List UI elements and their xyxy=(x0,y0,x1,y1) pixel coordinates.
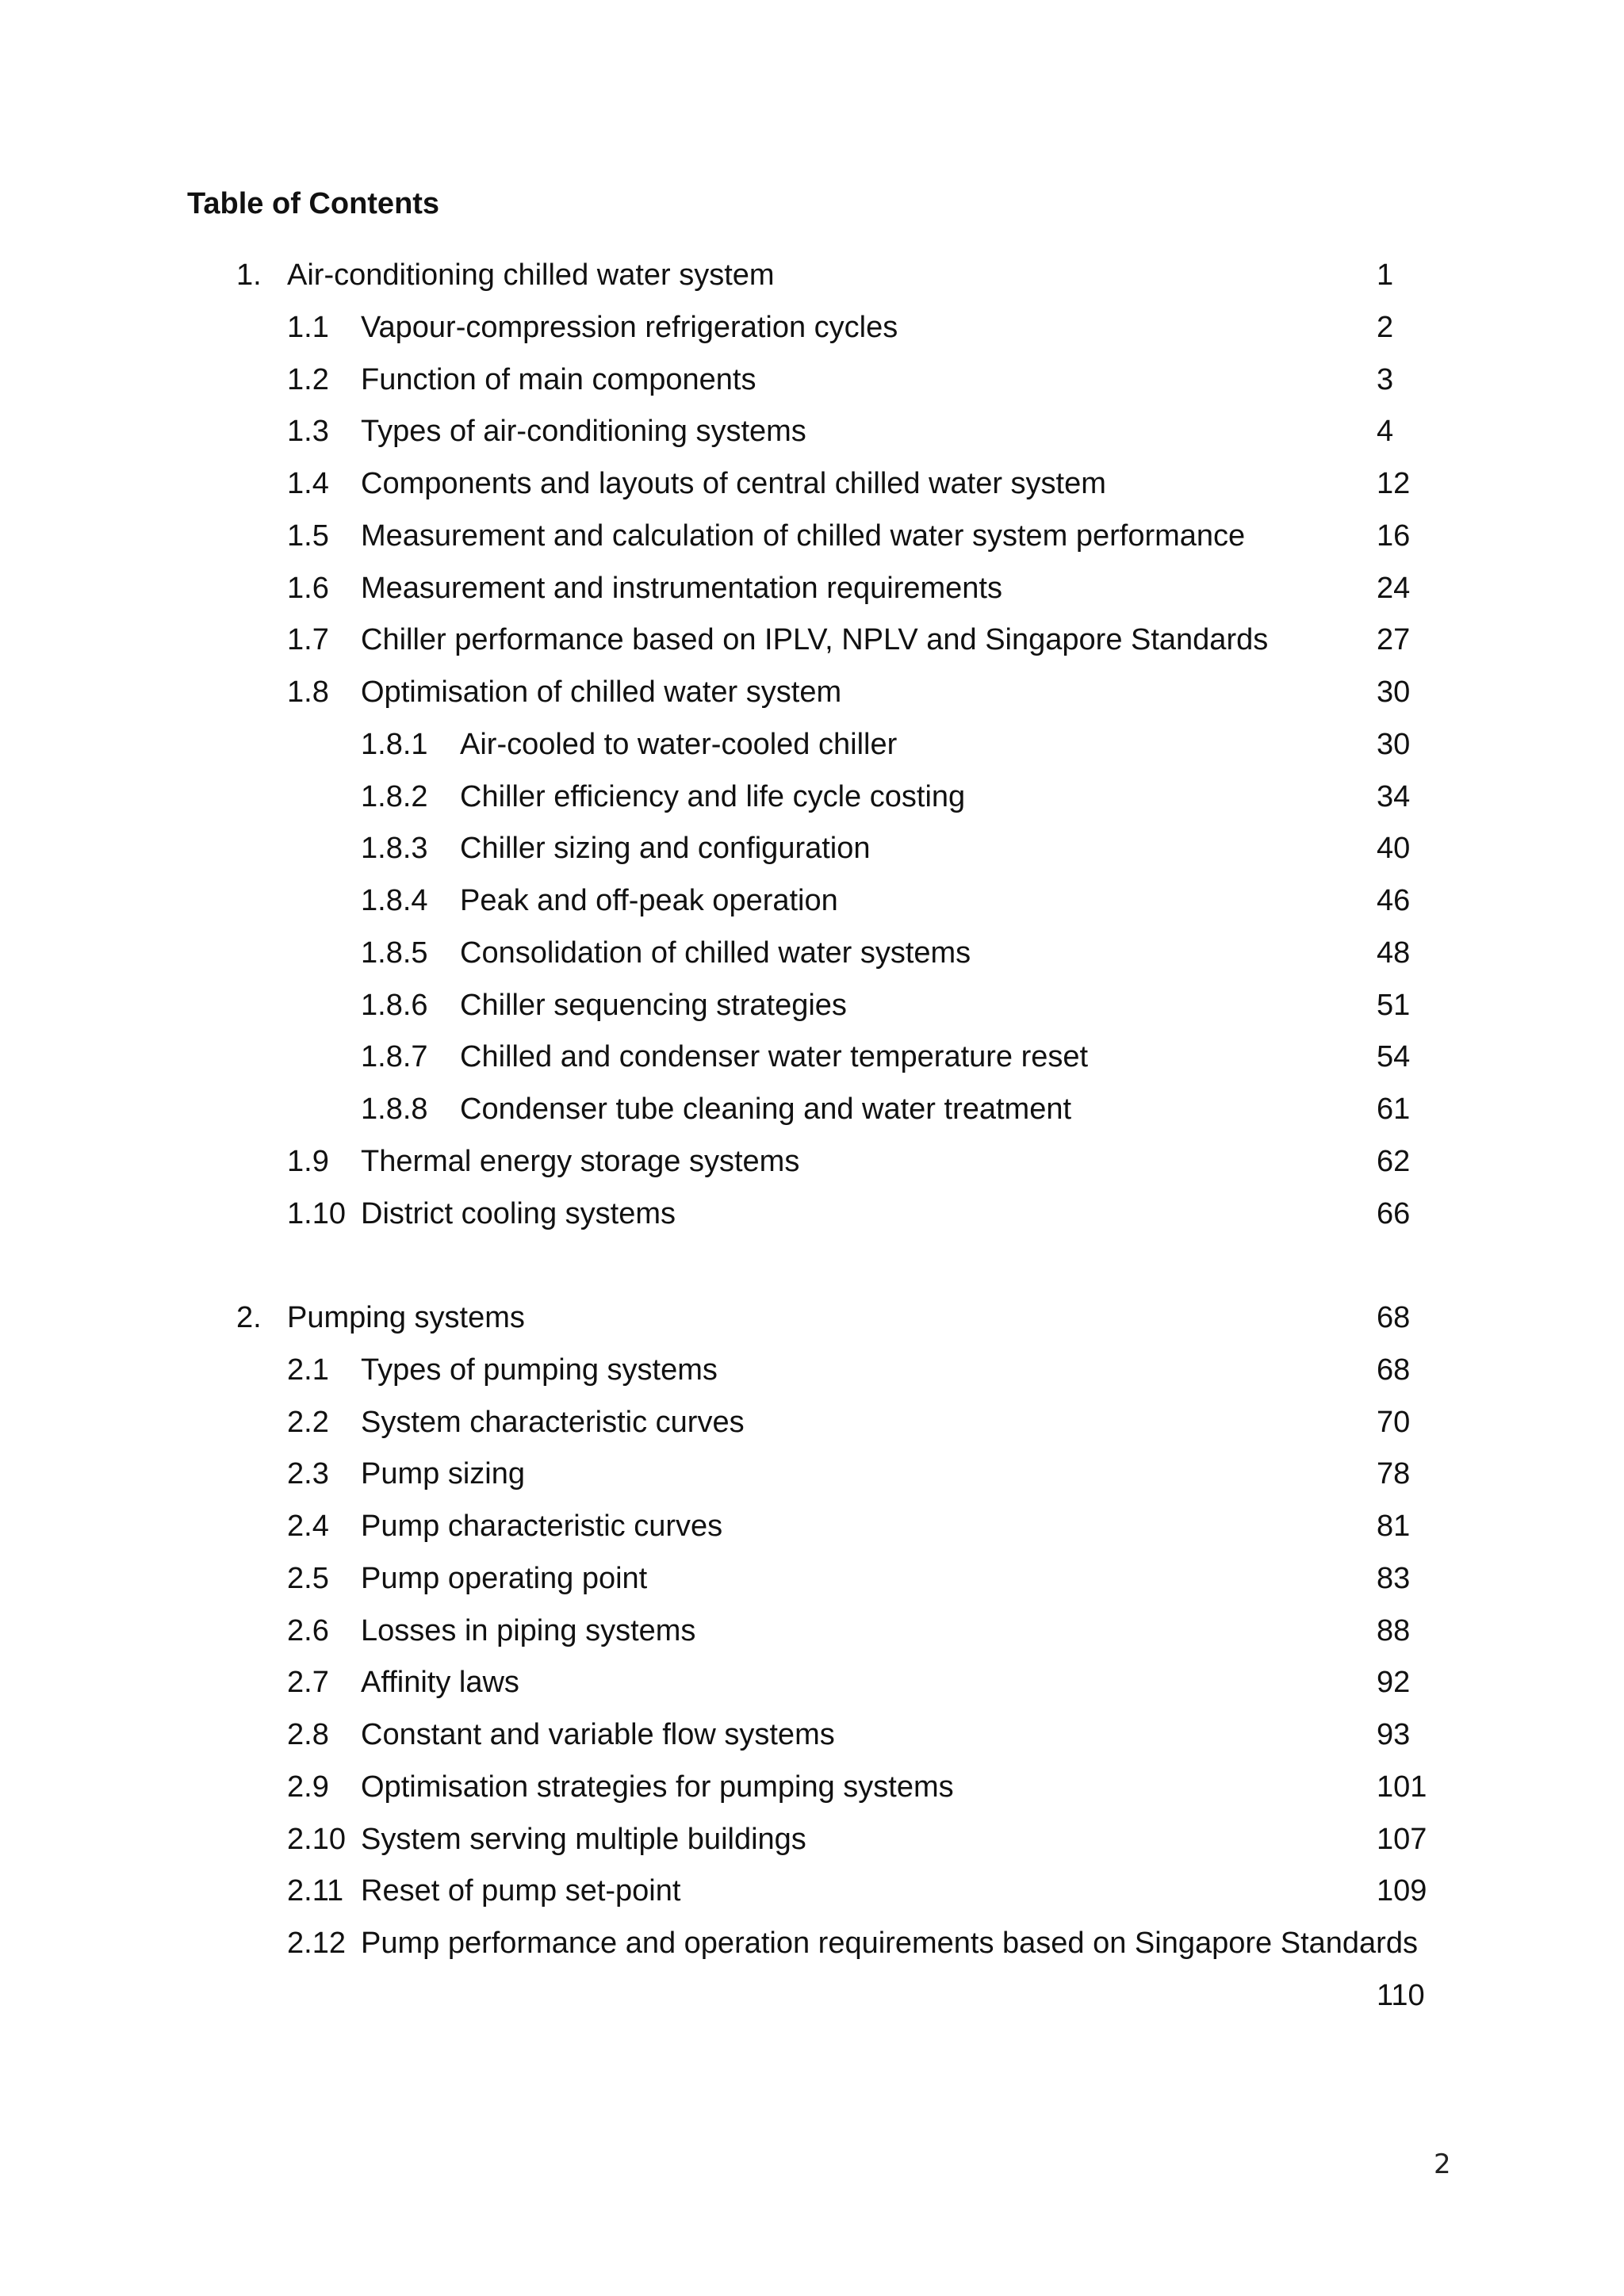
toc-entry-number: 1. xyxy=(236,258,262,292)
toc-entry-number: 1.8.5 xyxy=(361,936,428,970)
toc-entry-number: 1.8.8 xyxy=(361,1093,428,1126)
toc-entry xyxy=(0,929,1624,977)
toc-entry xyxy=(0,1816,1624,1863)
toc-entry-number: 2.6 xyxy=(287,1614,329,1647)
toc-entry xyxy=(0,1607,1624,1655)
toc-entry-title: Chilled and condenser water temperature reset xyxy=(460,1040,1089,1073)
toc-entry xyxy=(0,616,1624,664)
toc-entry-title: Pumping systems xyxy=(287,1301,525,1334)
toc-entry-number: 1.8.6 xyxy=(361,989,428,1022)
toc-entry-page: 16 xyxy=(1377,519,1411,553)
toc-entry xyxy=(0,1033,1624,1081)
toc-entry xyxy=(0,1294,1624,1341)
toc-entry-title: Chiller efficiency and life cycle costing xyxy=(460,780,966,813)
toc-entry-title: Pump sizing xyxy=(361,1457,525,1490)
page-number: 2 xyxy=(1434,2149,1451,2180)
toc-entry-page: 34 xyxy=(1377,780,1411,813)
toc-entry xyxy=(0,825,1624,872)
toc-entry-number: 2.4 xyxy=(287,1510,329,1543)
toc-entry xyxy=(0,460,1624,507)
toc-entry-page: 88 xyxy=(1377,1614,1411,1647)
toc-entry-page: 61 xyxy=(1377,1093,1411,1126)
toc-entry xyxy=(0,1711,1624,1758)
toc-entry-title: Reset of pump set-point xyxy=(361,1874,681,1908)
toc-entry-title: Constant and variable flow systems xyxy=(361,1718,835,1751)
toc-entry-number: 1.2 xyxy=(287,363,329,396)
toc-entry-page: 30 xyxy=(1377,728,1411,761)
toc-entry-page: 12 xyxy=(1377,467,1411,500)
toc-entry xyxy=(0,1450,1624,1498)
toc-entry-number: 1.5 xyxy=(287,519,329,553)
toc-entry-number: 1.8 xyxy=(287,675,329,709)
toc-entry xyxy=(0,512,1624,560)
toc-entry-title: Pump performance and operation requirements based on Singapore Standards xyxy=(361,1927,1418,1960)
toc-entry-number: 1.1 xyxy=(287,311,329,344)
toc-entry-page: 48 xyxy=(1377,936,1411,970)
toc-entry-title: Components and layouts of central chilled water system xyxy=(361,467,1106,500)
toc-entry xyxy=(0,304,1624,351)
toc-entry-title: Air-conditioning chilled water system xyxy=(287,258,775,292)
toc-entry-number: 2. xyxy=(236,1301,262,1334)
toc-entry xyxy=(0,1138,1624,1185)
toc-entry-number: 1.8.2 xyxy=(361,780,428,813)
toc-entry xyxy=(0,1502,1624,1550)
toc-entry-title: System characteristic curves xyxy=(361,1406,745,1439)
toc-entry xyxy=(0,1346,1624,1394)
toc-entry-number: 1.8.1 xyxy=(361,728,428,761)
toc-entry-page: 70 xyxy=(1377,1406,1411,1439)
toc-entry-title: System serving multiple buildings xyxy=(361,1823,806,1856)
toc-entry-page: 109 xyxy=(1377,1874,1427,1908)
toc-entry xyxy=(0,1085,1624,1133)
toc-entry xyxy=(0,773,1624,821)
toc-entry-number: 2.5 xyxy=(287,1562,329,1595)
toc-entry-title: Consolidation of chilled water systems xyxy=(460,936,971,970)
toc-entry xyxy=(0,564,1624,612)
toc-entry-title: Losses in piping systems xyxy=(361,1614,696,1647)
toc-entry-number: 1.3 xyxy=(287,415,329,448)
toc-entry-number: 1.10 xyxy=(287,1197,346,1230)
toc-entry xyxy=(0,668,1624,716)
toc-entry-title: Types of air-conditioning systems xyxy=(361,415,806,448)
toc-entry-page: 27 xyxy=(1377,623,1411,656)
toc-entry-number: 2.3 xyxy=(287,1457,329,1490)
toc-entry-page: 107 xyxy=(1377,1823,1427,1856)
toc-entry-title: District cooling systems xyxy=(361,1197,676,1230)
toc-entry-number: 2.10 xyxy=(287,1823,346,1856)
toc-entry-number: 1.8.4 xyxy=(361,884,428,917)
toc-entry-number: 1.8.3 xyxy=(361,832,428,865)
toc-entry-title: Thermal energy storage systems xyxy=(361,1145,800,1178)
toc-entry-number: 1.4 xyxy=(287,467,329,500)
toc-entry-title: Pump operating point xyxy=(361,1562,648,1595)
toc-entry-page: 68 xyxy=(1377,1301,1411,1334)
toc-entry-title: Types of pumping systems xyxy=(361,1353,718,1387)
toc-entry-number: 1.8.7 xyxy=(361,1040,428,1073)
toc-entry-page: 4 xyxy=(1377,415,1394,448)
toc-entry xyxy=(0,1867,1624,1915)
toc-entry-number: 2.9 xyxy=(287,1770,329,1804)
toc-entry xyxy=(0,356,1624,404)
toc-entry xyxy=(0,1659,1624,1706)
toc-entry-number: 2.11 xyxy=(287,1874,344,1908)
toc-entry-number: 1.6 xyxy=(287,572,329,605)
toc-entry-page: 40 xyxy=(1377,832,1411,865)
toc-entry-page: 110 xyxy=(1377,1979,1425,2012)
toc-entry xyxy=(0,1399,1624,1446)
toc-entry-title: Pump characteristic curves xyxy=(361,1510,723,1543)
toc-entry-title: Chiller sizing and configuration xyxy=(460,832,871,865)
toc-entry-number: 2.1 xyxy=(287,1353,329,1387)
toc-entry-title: Affinity laws xyxy=(361,1666,519,1699)
toc-entry-page: 66 xyxy=(1377,1197,1411,1230)
toc-entry-title: Condenser tube cleaning and water treatment xyxy=(460,1093,1072,1126)
toc-entry-page: 83 xyxy=(1377,1562,1411,1595)
toc-entry xyxy=(0,1555,1624,1602)
toc-entry-page: 3 xyxy=(1377,363,1394,396)
toc-entry-number: 1.9 xyxy=(287,1145,329,1178)
toc-entry xyxy=(0,251,1624,299)
toc-entry-title: Optimisation of chilled water system xyxy=(361,675,842,709)
toc-entry-title: Function of main components xyxy=(361,363,756,396)
toc-entry xyxy=(0,1763,1624,1811)
toc-entry-page: 62 xyxy=(1377,1145,1411,1178)
toc-entry-page: 2 xyxy=(1377,311,1394,344)
toc-entry-page: 68 xyxy=(1377,1353,1411,1387)
toc-entry-title: Chiller sequencing strategies xyxy=(460,989,847,1022)
toc-entry-page: 51 xyxy=(1377,989,1411,1022)
toc-entry xyxy=(0,408,1624,455)
toc-entry-title: Vapour-compression refrigeration cycles xyxy=(361,311,898,344)
toc-entry xyxy=(0,721,1624,768)
toc-entry-number: 1.7 xyxy=(287,623,329,656)
toc-entry-title: Chiller performance based on IPLV, NPLV and Singapore Standards xyxy=(361,623,1269,656)
toc-entry-page: 101 xyxy=(1377,1770,1427,1804)
toc-title: Table of Contents xyxy=(187,187,440,220)
toc-entry-page: 30 xyxy=(1377,675,1411,709)
toc-entry xyxy=(0,1919,1624,2012)
toc-entry-number: 2.7 xyxy=(287,1666,329,1699)
toc-entry xyxy=(0,1190,1624,1238)
toc-entry-page: 24 xyxy=(1377,572,1411,605)
toc-entry-title: Optimisation strategies for pumping systems xyxy=(361,1770,954,1804)
toc-entry-page: 1 xyxy=(1377,258,1394,292)
toc-entry xyxy=(0,982,1624,1029)
toc-entry-page: 92 xyxy=(1377,1666,1411,1699)
toc-entry xyxy=(0,877,1624,924)
toc-entry-number: 2.8 xyxy=(287,1718,329,1751)
toc-entry-title: Measurement and calculation of chilled water system performance xyxy=(361,519,1246,553)
toc-entry-number: 2.2 xyxy=(287,1406,329,1439)
toc-entry-title: Measurement and instrumentation requirements xyxy=(361,572,1002,605)
toc-entry-page: 46 xyxy=(1377,884,1411,917)
toc-entry-title: Peak and off-peak operation xyxy=(460,884,838,917)
toc-entry-title: Air-cooled to water-cooled chiller xyxy=(460,728,898,761)
toc-entry-page: 93 xyxy=(1377,1718,1411,1751)
toc-entry-page: 54 xyxy=(1377,1040,1411,1073)
toc-entry-number: 2.12 xyxy=(287,1927,346,1960)
toc-entry-page: 81 xyxy=(1377,1510,1411,1543)
toc-entry-page: 78 xyxy=(1377,1457,1411,1490)
